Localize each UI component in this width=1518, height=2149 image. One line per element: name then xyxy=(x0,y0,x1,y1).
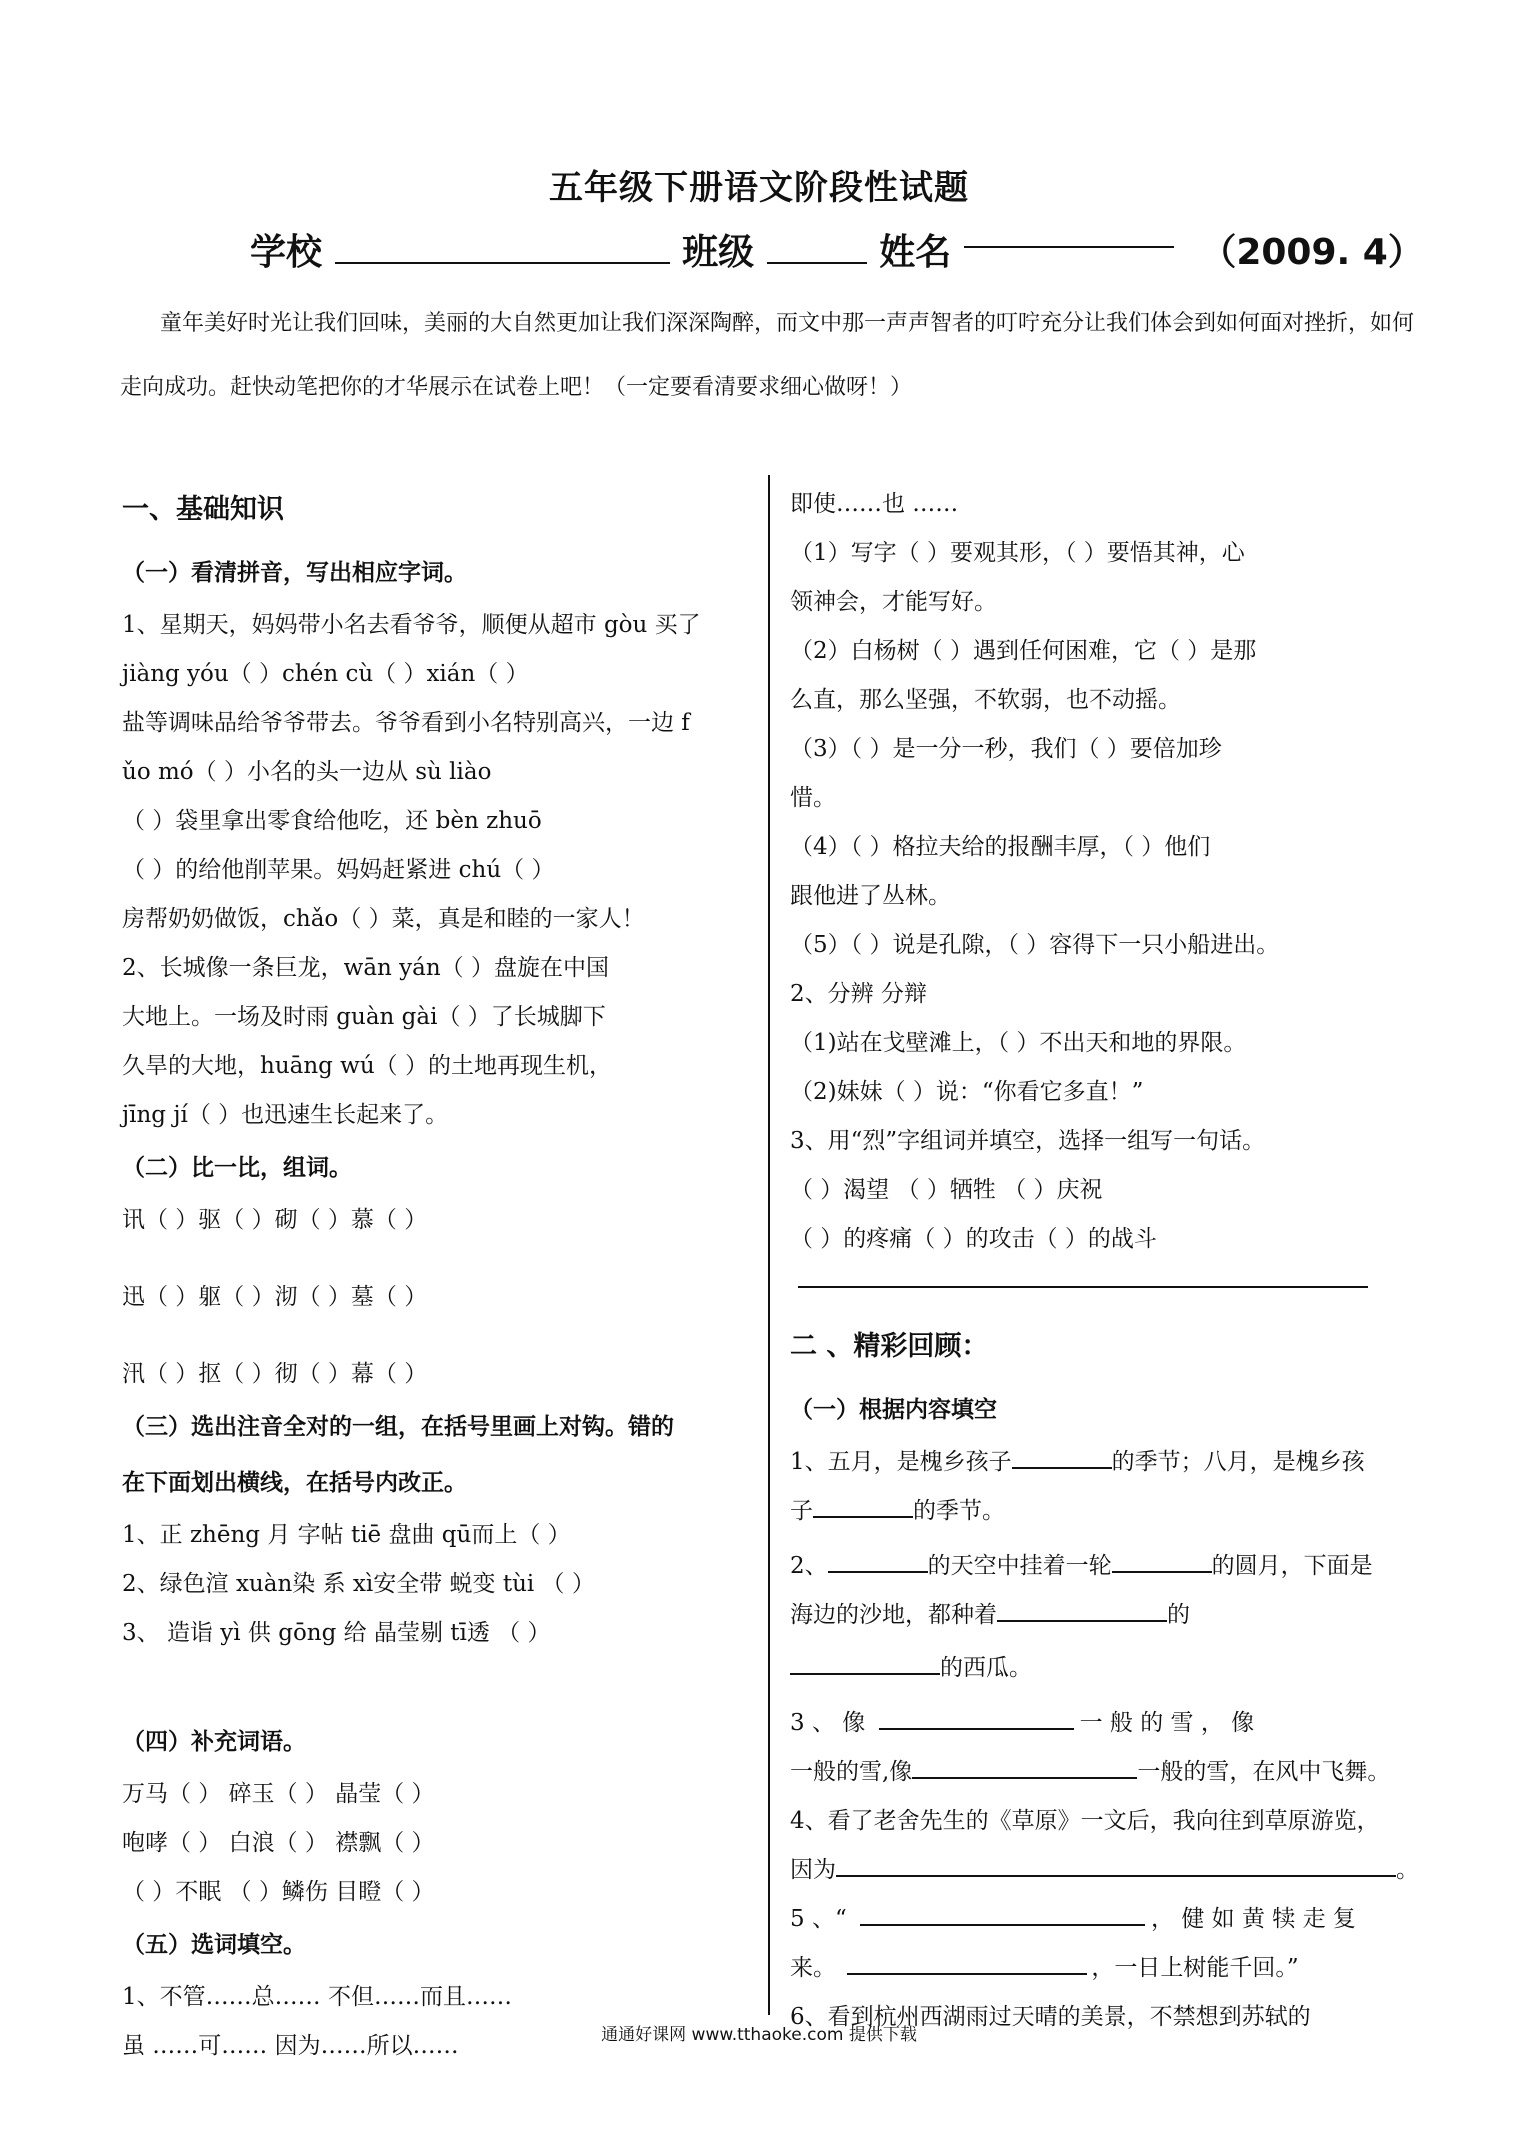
fill-text: 6、看到杭州西湖雨过天晴的美景，不禁想到苏轼的 xyxy=(790,2004,1311,2030)
column-divider xyxy=(768,475,770,2015)
fill-text: 一 般 的 雪 ， 像 xyxy=(1079,1710,1255,1736)
fill-q3-cont xyxy=(790,1748,1410,1797)
fill-text: 一般的雪,像 xyxy=(790,1759,913,1785)
left-line: 1、不管……总…… 不但……而且…… xyxy=(122,1984,512,2010)
right-line: 跟他进了丛林。 xyxy=(790,883,951,909)
fill-text: 的西瓜。 xyxy=(940,1655,1032,1681)
answer-blank[interactable] xyxy=(790,1673,940,1675)
fill-q2-cont xyxy=(790,1591,1410,1640)
fill-q1 xyxy=(790,1438,1410,1487)
left-line: （五）选词填空。 xyxy=(122,1932,306,1958)
fill-text: 2、 xyxy=(790,1553,828,1579)
fill-q1-cont xyxy=(790,1487,1410,1536)
answer-blank[interactable] xyxy=(1012,1467,1112,1469)
left-line: （ ）不眠 （ ）鳞伤 目瞪（ ） xyxy=(122,1879,435,1905)
fill-text: 5 、“ xyxy=(790,1906,847,1932)
class-blank[interactable] xyxy=(767,262,867,264)
left-line: 1、星期天，妈妈带小名去看爷爷，顺便从超市 gòu 买了 xyxy=(122,612,701,638)
left-line: 2、长城像一条巨龙，wān yán（ ）盘旋在中国 xyxy=(122,955,609,981)
fill-text: 4、看了老舍先生的《草原》一文后，我向往到草原游览， xyxy=(790,1808,1380,1834)
right-line: 2、分辨 分辩 xyxy=(790,981,927,1007)
fill-q3 xyxy=(790,1699,1410,1748)
left-line: （ ）袋里拿出零食给他吃，还 bèn zhuō xyxy=(122,808,542,834)
left-line: 一、基础知识 xyxy=(122,494,284,525)
left-line: （ ）的给他削苹果。妈妈赶紧进 chú（ ） xyxy=(122,857,555,883)
right-line: 领神会，才能写好。 xyxy=(790,589,997,615)
fill-text: 子 xyxy=(790,1498,813,1524)
left-line: 1、正 zhēng 月 字帖 tiē 盘曲 qū而上（ ） xyxy=(122,1522,571,1548)
right-line: （2）白杨树（ ）遇到任何困难，它（ ）是那 xyxy=(790,638,1257,664)
section2-subtitle: （一）根据内容填空 xyxy=(790,1397,997,1423)
left-line: 虽 ……可…… 因为……所以…… xyxy=(122,2033,459,2059)
left-line: （二）比一比，组词。 xyxy=(122,1155,352,1181)
left-line xyxy=(122,1322,747,1350)
left-line: 讯（ ）驱（ ）砌（ ）慕（ ） xyxy=(122,1207,428,1233)
right-column xyxy=(790,480,1419,2042)
exam-title: 五年级下册语文阶段性试题 xyxy=(549,168,969,208)
fill-text: 海边的沙地，都种着 xyxy=(790,1602,997,1628)
right-line: （ ）渴望 （ ）牺牲 （ ）庆祝 xyxy=(790,1177,1103,1203)
school-label: 学校 xyxy=(250,232,323,273)
right-line: （5）（ ）说是孔隙，（ ）容得下一只小船进出。 xyxy=(790,932,1280,958)
left-line xyxy=(122,1245,747,1273)
answer-blank[interactable] xyxy=(879,1728,1074,1730)
right-line: 惜。 xyxy=(790,785,836,811)
left-line: 久旱的大地，huāng wú（ ）的土地再现生机， xyxy=(122,1053,612,1079)
fill-q2-end xyxy=(790,1644,1410,1693)
left-line: 在下面划出横线，在括号内改正。 xyxy=(122,1470,467,1496)
fill-text: 的季节。 xyxy=(913,1498,1005,1524)
left-line xyxy=(122,1686,747,1714)
fill-text: 的季节；八月，是槐乡孩 xyxy=(1111,1449,1365,1475)
fill-text: ， 健 如 黄 犊 走 复 xyxy=(1151,1906,1356,1932)
left-line: 迅（ ）躯（ ）沏（ ）墓（ ） xyxy=(122,1284,428,1310)
left-line: 万马（ ） 碎玉（ ） 晶莹（ ） xyxy=(122,1781,435,1807)
footer-note: 通通好课网 www.tthaoke.com 提供下载 xyxy=(601,2025,917,2045)
header-line xyxy=(250,224,1424,275)
fill-text: 因为 xyxy=(790,1857,836,1883)
exam-date: （2009. 4） xyxy=(1200,232,1424,273)
answer-blank[interactable] xyxy=(813,1516,913,1518)
right-line: （ ）的疼痛（ ）的攻击（ ）的战斗 xyxy=(790,1226,1157,1252)
school-blank[interactable] xyxy=(335,262,670,264)
fill-text: 一般的雪，在风中飞舞。 xyxy=(1137,1759,1391,1785)
left-column xyxy=(122,475,747,2071)
right-line: （1)站在戈壁滩上，（ ）不出天和地的界限。 xyxy=(790,1030,1247,1056)
fill-text: 的天空中挂着一轮 xyxy=(927,1553,1112,1579)
right-line: （2)妹妹（ ）说：“你看它多直！” xyxy=(790,1079,1144,1105)
right-line: （4）（ ）格拉夫给的报酬丰厚，（ ）他们 xyxy=(790,834,1211,860)
left-line: jīng jí（ ）也迅速生长起来了。 xyxy=(122,1102,449,1128)
intro-paragraph: 童年美好时光让我们回味，美丽的大自然更加让我们深深陶醉，而文中那一声声智者的叮咛充分让我们体会到如何面对挫折，如何走向成功。赶快动笔把你的才华展示在试卷上吧！（一定要看清要求细心做呀！） xyxy=(120,311,1415,400)
left-line: （一）看清拼音，写出相应字词。 xyxy=(122,560,467,586)
fill-text: 的圆月，下面是 xyxy=(1211,1553,1373,1579)
left-line: jiàng yóu（ ）chén cù（ ）xián（ ） xyxy=(122,661,529,687)
fill-q4-cont xyxy=(790,1846,1419,1895)
fill-text: ，一日上树能千回。” xyxy=(1091,1955,1299,1981)
fill-text: 1、五月，是槐乡孩子 xyxy=(790,1449,1012,1475)
answer-blank[interactable] xyxy=(912,1777,1137,1779)
fill-text: 。 xyxy=(1396,1857,1419,1883)
fill-q2 xyxy=(790,1542,1410,1591)
fill-text: 的 xyxy=(1167,1602,1190,1628)
left-line: 2、绿色渲 xuàn染 系 xì安全带 蜕变 tùi （ ） xyxy=(122,1571,595,1597)
answer-blank[interactable] xyxy=(828,1571,928,1573)
answer-blank[interactable] xyxy=(997,1620,1167,1622)
fill-q4 xyxy=(790,1797,1410,1846)
answer-blank[interactable] xyxy=(860,1924,1145,1926)
section-separator xyxy=(798,1286,1368,1288)
answer-blank[interactable] xyxy=(1112,1571,1212,1573)
left-line: （四）补充词语。 xyxy=(122,1729,306,1755)
left-line: （三）选出注音全对的一组，在括号里画上对钩。错的 xyxy=(122,1414,674,1440)
class-label: 班级 xyxy=(682,232,755,273)
fill-q5 xyxy=(790,1895,1410,1944)
fill-q5-cont xyxy=(790,1944,1410,1993)
name-label: 姓名 xyxy=(879,232,952,273)
left-line xyxy=(122,1658,747,1686)
left-line: 房帮奶奶做饭，chǎo（ ）菜，真是和睦的一家人！ xyxy=(122,906,645,932)
answer-blank[interactable] xyxy=(836,1875,1396,1877)
left-line: 3、 造诣 yì 供 gōng 给 晶莹剔 tī透 （ ） xyxy=(122,1620,551,1646)
right-line: （1）写字（ ）要观其形，（ ）要悟其神，心 xyxy=(790,540,1245,566)
left-line: 汛（ ）抠（ ）彻（ ）幕（ ） xyxy=(122,1361,428,1387)
left-line: 大地上。一场及时雨 guàn gài（ ）了长城脚下 xyxy=(122,1004,606,1030)
fill-text: 来。 xyxy=(790,1955,836,1981)
right-line: （3）（ ）是一分一秒，我们（ ）要倍加珍 xyxy=(790,736,1222,762)
left-line: 咆哮（ ） 白浪（ ） 襟飘（ ） xyxy=(122,1830,435,1856)
name-blank[interactable] xyxy=(964,246,1174,248)
answer-blank[interactable] xyxy=(847,1973,1087,1975)
left-line: ǔo mó（ ）小名的头一边从 sù liào xyxy=(122,759,492,785)
right-line: 即使……也 …… xyxy=(790,491,959,517)
fill-text: 3 、 像 xyxy=(790,1710,866,1736)
section2-title: 二 、精彩回顾： xyxy=(790,1331,989,1362)
right-line: 3、用“烈”字组词并填空，选择一组写一句话。 xyxy=(790,1128,1266,1154)
right-line: 么直，那么坚强，不软弱，也不动摇。 xyxy=(790,687,1181,713)
left-line: 盐等调味品给爷爷带去。爷爷看到小名特别高兴，一边 f xyxy=(122,710,690,736)
